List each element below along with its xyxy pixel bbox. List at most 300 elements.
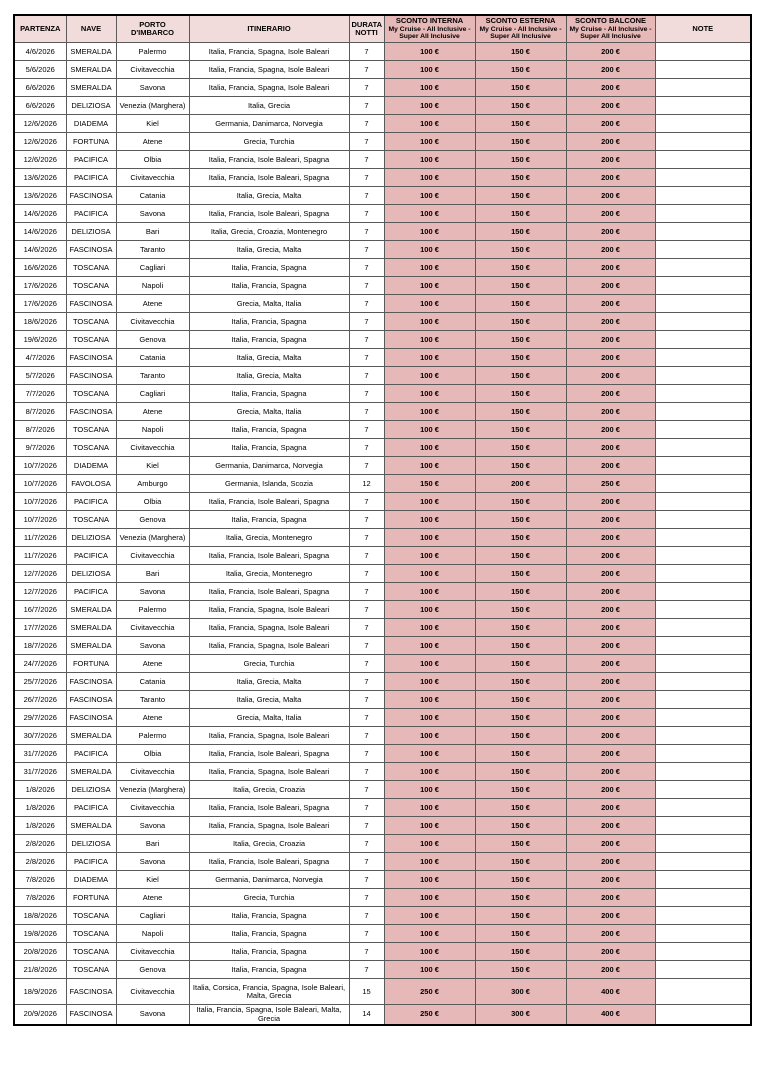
- table-row: [14, 367, 751, 385]
- cell-notti: 7: [349, 745, 384, 763]
- cell-sconto_balcone: 200 €: [566, 223, 655, 241]
- cell-sconto_esterna: 150 €: [475, 889, 566, 907]
- cell-note: [655, 439, 751, 457]
- cell-sconto_interna: 100 €: [384, 565, 475, 583]
- table-row: [14, 529, 751, 547]
- cell-nave: SMERALDA: [66, 619, 116, 637]
- cell-note: [655, 457, 751, 475]
- cell-sconto_esterna: 150 €: [475, 313, 566, 331]
- cell-note: [655, 979, 751, 1005]
- cell-partenza: 17/6/2026: [14, 295, 66, 313]
- cell-sconto_interna: 100 €: [384, 709, 475, 727]
- cell-nave: DELIZIOSA: [66, 529, 116, 547]
- cell-nave: FASCINOSA: [66, 673, 116, 691]
- cell-note: [655, 763, 751, 781]
- cell-note: [655, 961, 751, 979]
- cell-partenza: 12/7/2026: [14, 583, 66, 601]
- cell-sconto_esterna: 150 €: [475, 331, 566, 349]
- cell-sconto_balcone: 200 €: [566, 259, 655, 277]
- cell-notti: 7: [349, 907, 384, 925]
- cell-itinerario: Italia, Grecia, Croazia: [189, 835, 349, 853]
- cell-sconto_interna: 100 €: [384, 259, 475, 277]
- cell-porto: Catania: [116, 349, 189, 367]
- cell-sconto_esterna: 150 €: [475, 961, 566, 979]
- cell-nave: TOSCANA: [66, 439, 116, 457]
- cell-partenza: 2/8/2026: [14, 853, 66, 871]
- cell-notti: 7: [349, 709, 384, 727]
- cell-sconto_interna: 100 €: [384, 61, 475, 79]
- cell-notti: 7: [349, 313, 384, 331]
- cell-notti: 7: [349, 277, 384, 295]
- cell-sconto_balcone: 200 €: [566, 583, 655, 601]
- cell-porto: Civitavecchia: [116, 547, 189, 565]
- table-row: [14, 385, 751, 403]
- cell-sconto_balcone: 200 €: [566, 169, 655, 187]
- table-row: [14, 79, 751, 97]
- cell-porto: Civitavecchia: [116, 979, 189, 1005]
- cell-sconto_esterna: 150 €: [475, 169, 566, 187]
- cell-sconto_interna: 100 €: [384, 961, 475, 979]
- cell-note: [655, 745, 751, 763]
- cell-sconto_balcone: 200 €: [566, 637, 655, 655]
- cell-itinerario: Italia, Grecia, Montenegro: [189, 565, 349, 583]
- cell-partenza: 8/7/2026: [14, 421, 66, 439]
- cell-nave: FASCINOSA: [66, 709, 116, 727]
- cell-sconto_esterna: 150 €: [475, 727, 566, 745]
- cell-sconto_esterna: 150 €: [475, 547, 566, 565]
- cell-sconto_balcone: 400 €: [566, 979, 655, 1005]
- cell-sconto_interna: 100 €: [384, 547, 475, 565]
- cell-partenza: 11/7/2026: [14, 547, 66, 565]
- cell-sconto_esterna: 150 €: [475, 133, 566, 151]
- cell-porto: Savona: [116, 637, 189, 655]
- cell-sconto_interna: 100 €: [384, 223, 475, 241]
- cell-nave: DELIZIOSA: [66, 835, 116, 853]
- cell-sconto_esterna: 150 €: [475, 61, 566, 79]
- cell-sconto_interna: 100 €: [384, 781, 475, 799]
- cell-sconto_esterna: 150 €: [475, 439, 566, 457]
- cell-sconto_balcone: 200 €: [566, 691, 655, 709]
- header-sconto-esterna-subtitle: My Cruise - All Inclusive - Super All Inclusive: [479, 25, 562, 41]
- cell-nave: DIADEMA: [66, 457, 116, 475]
- cell-sconto_esterna: 150 €: [475, 277, 566, 295]
- cell-note: [655, 421, 751, 439]
- cell-nave: SMERALDA: [66, 601, 116, 619]
- cell-porto: Civitavecchia: [116, 439, 189, 457]
- cell-itinerario: Italia, Francia, Isole Baleari, Spagna: [189, 151, 349, 169]
- cell-itinerario: Italia, Francia, Spagna: [189, 313, 349, 331]
- header-sconto-interna: [384, 15, 475, 43]
- cell-nave: FASCINOSA: [66, 691, 116, 709]
- cell-itinerario: Germania, Islanda, Scozia: [189, 475, 349, 493]
- cell-itinerario: Italia, Francia, Spagna: [189, 907, 349, 925]
- cell-note: [655, 367, 751, 385]
- cell-notti: 7: [349, 943, 384, 961]
- cell-note: [655, 223, 751, 241]
- cell-note: [655, 799, 751, 817]
- cell-porto: Genova: [116, 511, 189, 529]
- cell-porto: Civitavecchia: [116, 313, 189, 331]
- cell-nave: PACIFICA: [66, 205, 116, 223]
- cell-sconto_balcone: 200 €: [566, 799, 655, 817]
- cell-porto: Atene: [116, 403, 189, 421]
- table-row: [14, 763, 751, 781]
- cell-notti: 7: [349, 925, 384, 943]
- cell-porto: Catania: [116, 187, 189, 205]
- cell-porto: Kiel: [116, 115, 189, 133]
- cell-itinerario: Italia, Francia, Spagna, Isole Baleari: [189, 619, 349, 637]
- cell-sconto_balcone: 200 €: [566, 331, 655, 349]
- cell-partenza: 6/6/2026: [14, 79, 66, 97]
- table-row: [14, 43, 751, 61]
- cell-porto: Catania: [116, 673, 189, 691]
- cell-partenza: 9/7/2026: [14, 439, 66, 457]
- header-nave: NAVE: [66, 15, 116, 43]
- cell-partenza: 20/8/2026: [14, 943, 66, 961]
- cell-notti: 7: [349, 691, 384, 709]
- cell-porto: Palermo: [116, 727, 189, 745]
- cell-nave: FASCINOSA: [66, 295, 116, 313]
- cell-partenza: 4/6/2026: [14, 43, 66, 61]
- cell-notti: 15: [349, 979, 384, 1005]
- cell-partenza: 12/6/2026: [14, 115, 66, 133]
- cell-sconto_esterna: 150 €: [475, 457, 566, 475]
- cell-porto: Kiel: [116, 871, 189, 889]
- table-row: [14, 853, 751, 871]
- cell-partenza: 14/6/2026: [14, 241, 66, 259]
- table-row: [14, 1005, 751, 1025]
- cell-nave: SMERALDA: [66, 79, 116, 97]
- cell-sconto_interna: 100 €: [384, 169, 475, 187]
- cell-partenza: 12/6/2026: [14, 151, 66, 169]
- cell-sconto_esterna: 300 €: [475, 1005, 566, 1025]
- header-porto-imbarco: PORTO D'IMBARCO: [116, 15, 189, 43]
- cell-sconto_esterna: 150 €: [475, 295, 566, 313]
- cell-note: [655, 133, 751, 151]
- cell-sconto_esterna: 150 €: [475, 511, 566, 529]
- cell-nave: FASCINOSA: [66, 1005, 116, 1025]
- table-row: [14, 565, 751, 583]
- cell-partenza: 16/7/2026: [14, 601, 66, 619]
- cell-itinerario: Italia, Francia, Spagna, Isole Baleari: [189, 79, 349, 97]
- cell-note: [655, 61, 751, 79]
- cell-nave: DIADEMA: [66, 871, 116, 889]
- cell-porto: Savona: [116, 817, 189, 835]
- cell-note: [655, 43, 751, 61]
- cell-note: [655, 331, 751, 349]
- table-row: [14, 925, 751, 943]
- cell-notti: 7: [349, 205, 384, 223]
- cell-note: [655, 349, 751, 367]
- cell-sconto_balcone: 200 €: [566, 295, 655, 313]
- cell-sconto_balcone: 200 €: [566, 709, 655, 727]
- cell-nave: TOSCANA: [66, 943, 116, 961]
- cell-itinerario: Italia, Francia, Isole Baleari, Spagna: [189, 493, 349, 511]
- cell-nave: DIADEMA: [66, 115, 116, 133]
- cell-sconto_balcone: 200 €: [566, 403, 655, 421]
- cell-sconto_balcone: 200 €: [566, 115, 655, 133]
- cell-nave: SMERALDA: [66, 43, 116, 61]
- cell-note: [655, 889, 751, 907]
- cell-porto: Civitavecchia: [116, 799, 189, 817]
- cell-sconto_balcone: 200 €: [566, 457, 655, 475]
- cell-sconto_balcone: 200 €: [566, 313, 655, 331]
- cell-note: [655, 511, 751, 529]
- cell-sconto_esterna: 150 €: [475, 925, 566, 943]
- cell-itinerario: Grecia, Turchia: [189, 133, 349, 151]
- cell-sconto_interna: 100 €: [384, 205, 475, 223]
- cell-notti: 7: [349, 637, 384, 655]
- cell-sconto_balcone: 200 €: [566, 79, 655, 97]
- cell-partenza: 11/7/2026: [14, 529, 66, 547]
- cell-porto: Venezia (Marghera): [116, 97, 189, 115]
- cell-sconto_interna: 100 €: [384, 493, 475, 511]
- cell-sconto_balcone: 200 €: [566, 673, 655, 691]
- cell-nave: FASCINOSA: [66, 349, 116, 367]
- cell-porto: Genova: [116, 331, 189, 349]
- cell-note: [655, 115, 751, 133]
- table-row: [14, 907, 751, 925]
- cell-sconto_esterna: 150 €: [475, 709, 566, 727]
- cell-porto: Savona: [116, 583, 189, 601]
- table-row: [14, 475, 751, 493]
- cell-itinerario: Italia, Francia, Spagna: [189, 961, 349, 979]
- cell-note: [655, 1005, 751, 1025]
- cell-sconto_interna: 100 €: [384, 385, 475, 403]
- cell-partenza: 29/7/2026: [14, 709, 66, 727]
- cell-sconto_esterna: 150 €: [475, 673, 566, 691]
- table-row: [14, 457, 751, 475]
- table-row: [14, 313, 751, 331]
- cell-note: [655, 475, 751, 493]
- cell-note: [655, 673, 751, 691]
- cell-porto: Olbia: [116, 151, 189, 169]
- cell-nave: DELIZIOSA: [66, 97, 116, 115]
- header-itinerario: ITINERARIO: [189, 15, 349, 43]
- cell-notti: 7: [349, 889, 384, 907]
- cell-sconto_esterna: 150 €: [475, 493, 566, 511]
- cell-note: [655, 385, 751, 403]
- cell-nave: PACIFICA: [66, 547, 116, 565]
- cell-sconto_balcone: 200 €: [566, 943, 655, 961]
- cell-sconto_balcone: 250 €: [566, 475, 655, 493]
- cell-itinerario: Italia, Francia, Spagna: [189, 259, 349, 277]
- table-row: [14, 673, 751, 691]
- cell-notti: 7: [349, 97, 384, 115]
- cell-notti: 7: [349, 871, 384, 889]
- cell-note: [655, 151, 751, 169]
- cell-itinerario: Italia, Francia, Spagna, Isole Baleari: [189, 727, 349, 745]
- cell-itinerario: Italia, Francia, Isole Baleari, Spagna: [189, 583, 349, 601]
- cell-notti: 7: [349, 151, 384, 169]
- cell-notti: 7: [349, 763, 384, 781]
- cell-note: [655, 835, 751, 853]
- cell-notti: 7: [349, 655, 384, 673]
- cell-itinerario: Grecia, Malta, Italia: [189, 295, 349, 313]
- cell-note: [655, 871, 751, 889]
- cell-sconto_balcone: 200 €: [566, 349, 655, 367]
- cell-note: [655, 691, 751, 709]
- header-sconto-balcone-title: SCONTO BALCONE: [574, 16, 647, 25]
- cell-itinerario: Italia, Grecia, Croazia, Montenegro: [189, 223, 349, 241]
- cell-nave: SMERALDA: [66, 637, 116, 655]
- cell-porto: Olbia: [116, 745, 189, 763]
- cell-notti: 7: [349, 511, 384, 529]
- cell-partenza: 26/7/2026: [14, 691, 66, 709]
- table-row: [14, 169, 751, 187]
- cell-sconto_esterna: 150 €: [475, 43, 566, 61]
- cell-notti: 7: [349, 547, 384, 565]
- cell-nave: PACIFICA: [66, 745, 116, 763]
- cell-partenza: 6/6/2026: [14, 97, 66, 115]
- cell-sconto_interna: 100 €: [384, 583, 475, 601]
- cell-sconto_balcone: 200 €: [566, 205, 655, 223]
- cell-sconto_interna: 100 €: [384, 79, 475, 97]
- cell-notti: 12: [349, 475, 384, 493]
- table-row: [14, 655, 751, 673]
- table-row: [14, 583, 751, 601]
- cell-porto: Napoli: [116, 421, 189, 439]
- cell-sconto_interna: 100 €: [384, 97, 475, 115]
- cell-notti: 7: [349, 61, 384, 79]
- cell-partenza: 17/7/2026: [14, 619, 66, 637]
- cell-partenza: 10/7/2026: [14, 475, 66, 493]
- cell-notti: 7: [349, 619, 384, 637]
- header-sconto-interna-subtitle: My Cruise - All Inclusive - Super All Inclusive: [388, 25, 471, 41]
- table-row: [14, 97, 751, 115]
- cell-partenza: 12/6/2026: [14, 133, 66, 151]
- cell-sconto_interna: 100 €: [384, 853, 475, 871]
- cell-sconto_interna: 100 €: [384, 799, 475, 817]
- cell-sconto_esterna: 150 €: [475, 151, 566, 169]
- table-row: [14, 817, 751, 835]
- cell-nave: SMERALDA: [66, 763, 116, 781]
- cell-itinerario: Italia, Francia, Spagna: [189, 277, 349, 295]
- cell-sconto_balcone: 200 €: [566, 835, 655, 853]
- cell-sconto_interna: 100 €: [384, 43, 475, 61]
- cell-nave: FASCINOSA: [66, 187, 116, 205]
- cell-partenza: 16/6/2026: [14, 259, 66, 277]
- cell-sconto_interna: 100 €: [384, 511, 475, 529]
- cell-sconto_esterna: 150 €: [475, 871, 566, 889]
- cell-note: [655, 925, 751, 943]
- cell-sconto_balcone: 200 €: [566, 547, 655, 565]
- table-row: [14, 511, 751, 529]
- cell-itinerario: Italia, Francia, Isole Baleari, Spagna: [189, 169, 349, 187]
- cell-porto: Palermo: [116, 601, 189, 619]
- cell-partenza: 12/7/2026: [14, 565, 66, 583]
- cell-porto: Taranto: [116, 241, 189, 259]
- cell-itinerario: Italia, Francia, Isole Baleari, Spagna: [189, 853, 349, 871]
- table-row: [14, 961, 751, 979]
- cell-sconto_interna: 100 €: [384, 907, 475, 925]
- cell-porto: Civitavecchia: [116, 169, 189, 187]
- cell-note: [655, 547, 751, 565]
- cell-notti: 7: [349, 961, 384, 979]
- cell-partenza: 1/8/2026: [14, 817, 66, 835]
- header-row: [14, 15, 751, 43]
- cell-note: [655, 709, 751, 727]
- cell-itinerario: Italia, Francia, Spagna, Isole Baleari: [189, 601, 349, 619]
- cell-sconto_interna: 100 €: [384, 367, 475, 385]
- cell-sconto_interna: 100 €: [384, 349, 475, 367]
- cell-porto: Civitavecchia: [116, 763, 189, 781]
- cell-partenza: 17/6/2026: [14, 277, 66, 295]
- cell-note: [655, 295, 751, 313]
- cell-notti: 7: [349, 403, 384, 421]
- cell-sconto_balcone: 200 €: [566, 853, 655, 871]
- cell-porto: Cagliari: [116, 385, 189, 403]
- table-row: [14, 115, 751, 133]
- cell-notti: 7: [349, 835, 384, 853]
- table-row: [14, 241, 751, 259]
- cell-porto: Atene: [116, 709, 189, 727]
- cell-porto: Bari: [116, 223, 189, 241]
- table-row: [14, 979, 751, 1005]
- header-sconto-balcone-subtitle: My Cruise - All Inclusive - Super All Inclusive: [569, 25, 652, 41]
- cell-partenza: 20/9/2026: [14, 1005, 66, 1025]
- cell-nave: TOSCANA: [66, 907, 116, 925]
- cell-porto: Bari: [116, 835, 189, 853]
- cell-itinerario: Germania, Danimarca, Norvegia: [189, 871, 349, 889]
- table-row: [14, 403, 751, 421]
- cell-sconto_esterna: 150 €: [475, 763, 566, 781]
- cell-notti: 7: [349, 241, 384, 259]
- cell-partenza: 10/7/2026: [14, 511, 66, 529]
- cell-sconto_esterna: 150 €: [475, 835, 566, 853]
- cell-notti: 7: [349, 853, 384, 871]
- header-sconto-esterna: [475, 15, 566, 43]
- cell-sconto_balcone: 200 €: [566, 187, 655, 205]
- cell-sconto_balcone: 200 €: [566, 511, 655, 529]
- cell-notti: 7: [349, 601, 384, 619]
- table-row: [14, 493, 751, 511]
- cell-itinerario: Italia, Grecia, Malta: [189, 673, 349, 691]
- cell-sconto_interna: 100 €: [384, 115, 475, 133]
- table-row: [14, 133, 751, 151]
- cell-porto: Olbia: [116, 493, 189, 511]
- cell-sconto_balcone: 200 €: [566, 655, 655, 673]
- cell-itinerario: Italia, Francia, Spagna, Isole Baleari: [189, 43, 349, 61]
- cell-nave: FASCINOSA: [66, 403, 116, 421]
- table-row: [14, 223, 751, 241]
- cell-sconto_interna: 100 €: [384, 277, 475, 295]
- cell-sconto_esterna: 150 €: [475, 79, 566, 97]
- cell-partenza: 31/7/2026: [14, 745, 66, 763]
- table-row: [14, 349, 751, 367]
- cell-nave: TOSCANA: [66, 961, 116, 979]
- cell-itinerario: Italia, Grecia: [189, 97, 349, 115]
- cell-itinerario: Italia, Francia, Isole Baleari, Spagna: [189, 547, 349, 565]
- cell-porto: Atene: [116, 655, 189, 673]
- cell-notti: 7: [349, 817, 384, 835]
- table-row: [14, 151, 751, 169]
- table-row: [14, 439, 751, 457]
- cell-partenza: 21/8/2026: [14, 961, 66, 979]
- cell-itinerario: Italia, Francia, Spagna: [189, 421, 349, 439]
- cell-sconto_interna: 100 €: [384, 403, 475, 421]
- cell-itinerario: Italia, Grecia, Montenegro: [189, 529, 349, 547]
- cell-partenza: 18/8/2026: [14, 907, 66, 925]
- cell-sconto_balcone: 200 €: [566, 727, 655, 745]
- cell-note: [655, 97, 751, 115]
- header-sconto-balcone: [566, 15, 655, 43]
- cell-note: [655, 241, 751, 259]
- cell-sconto_esterna: 150 €: [475, 421, 566, 439]
- cell-partenza: 13/6/2026: [14, 169, 66, 187]
- cell-nave: SMERALDA: [66, 727, 116, 745]
- cell-porto: Cagliari: [116, 259, 189, 277]
